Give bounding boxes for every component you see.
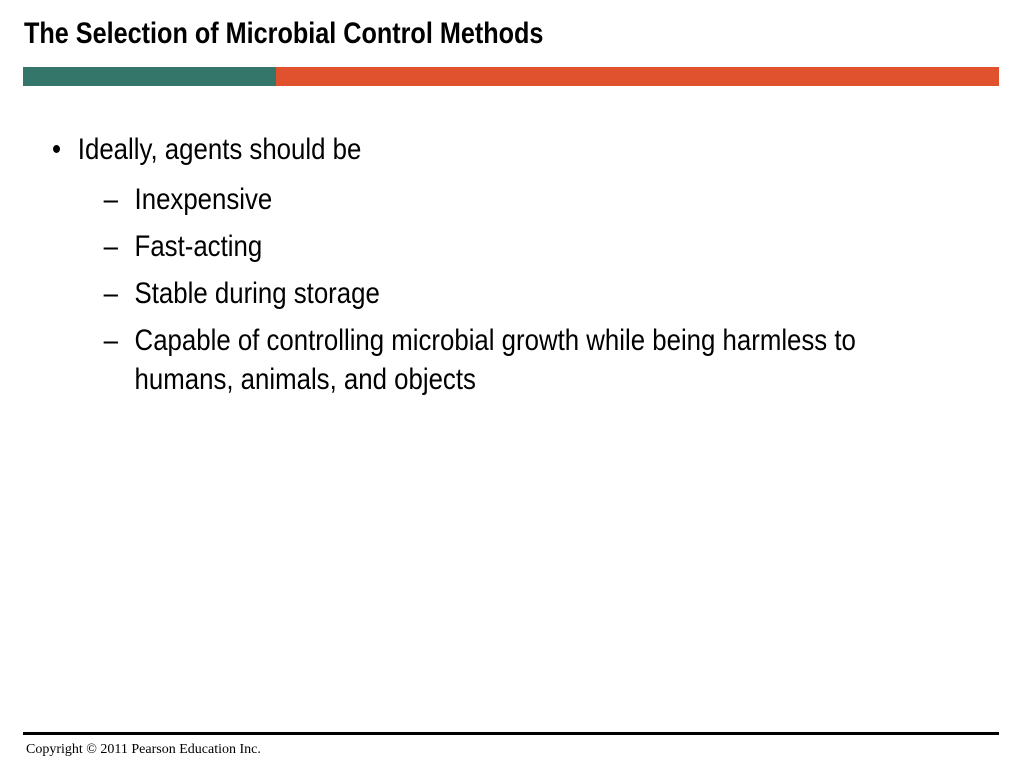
- dash-marker: –: [103, 230, 118, 263]
- slide-title: The Selection of Microbial Control Methods: [24, 17, 544, 50]
- sub-bullet-item: [52, 274, 955, 313]
- dash-marker: –: [103, 324, 118, 357]
- dash-marker: –: [103, 183, 118, 216]
- sub-bullet-text: Inexpensive: [134, 183, 273, 216]
- sub-bullet-list: [52, 180, 955, 399]
- dash-marker: –: [103, 277, 118, 310]
- bullet-text: Ideally, agents should be: [77, 133, 362, 166]
- sub-bullet-item: [52, 227, 955, 266]
- footer-divider: [23, 732, 999, 735]
- bullet-marker: •: [52, 133, 62, 166]
- header-bar-orange: [276, 67, 999, 86]
- copyright-text: Copyright © 2011 Pearson Education Inc.: [26, 742, 261, 757]
- sub-bullet-text: Stable during storage: [134, 277, 380, 310]
- sub-bullet-item: [52, 180, 955, 219]
- bullet-item: [52, 128, 955, 172]
- header-bar-teal: [23, 67, 276, 86]
- sub-bullet-text: Fast-acting: [134, 230, 263, 263]
- slide-content: [52, 128, 955, 399]
- sub-bullet-item: [52, 321, 955, 399]
- sub-bullet-text: Capable of controlling microbial growth while being harmless to humans, animals, and objects: [134, 324, 856, 396]
